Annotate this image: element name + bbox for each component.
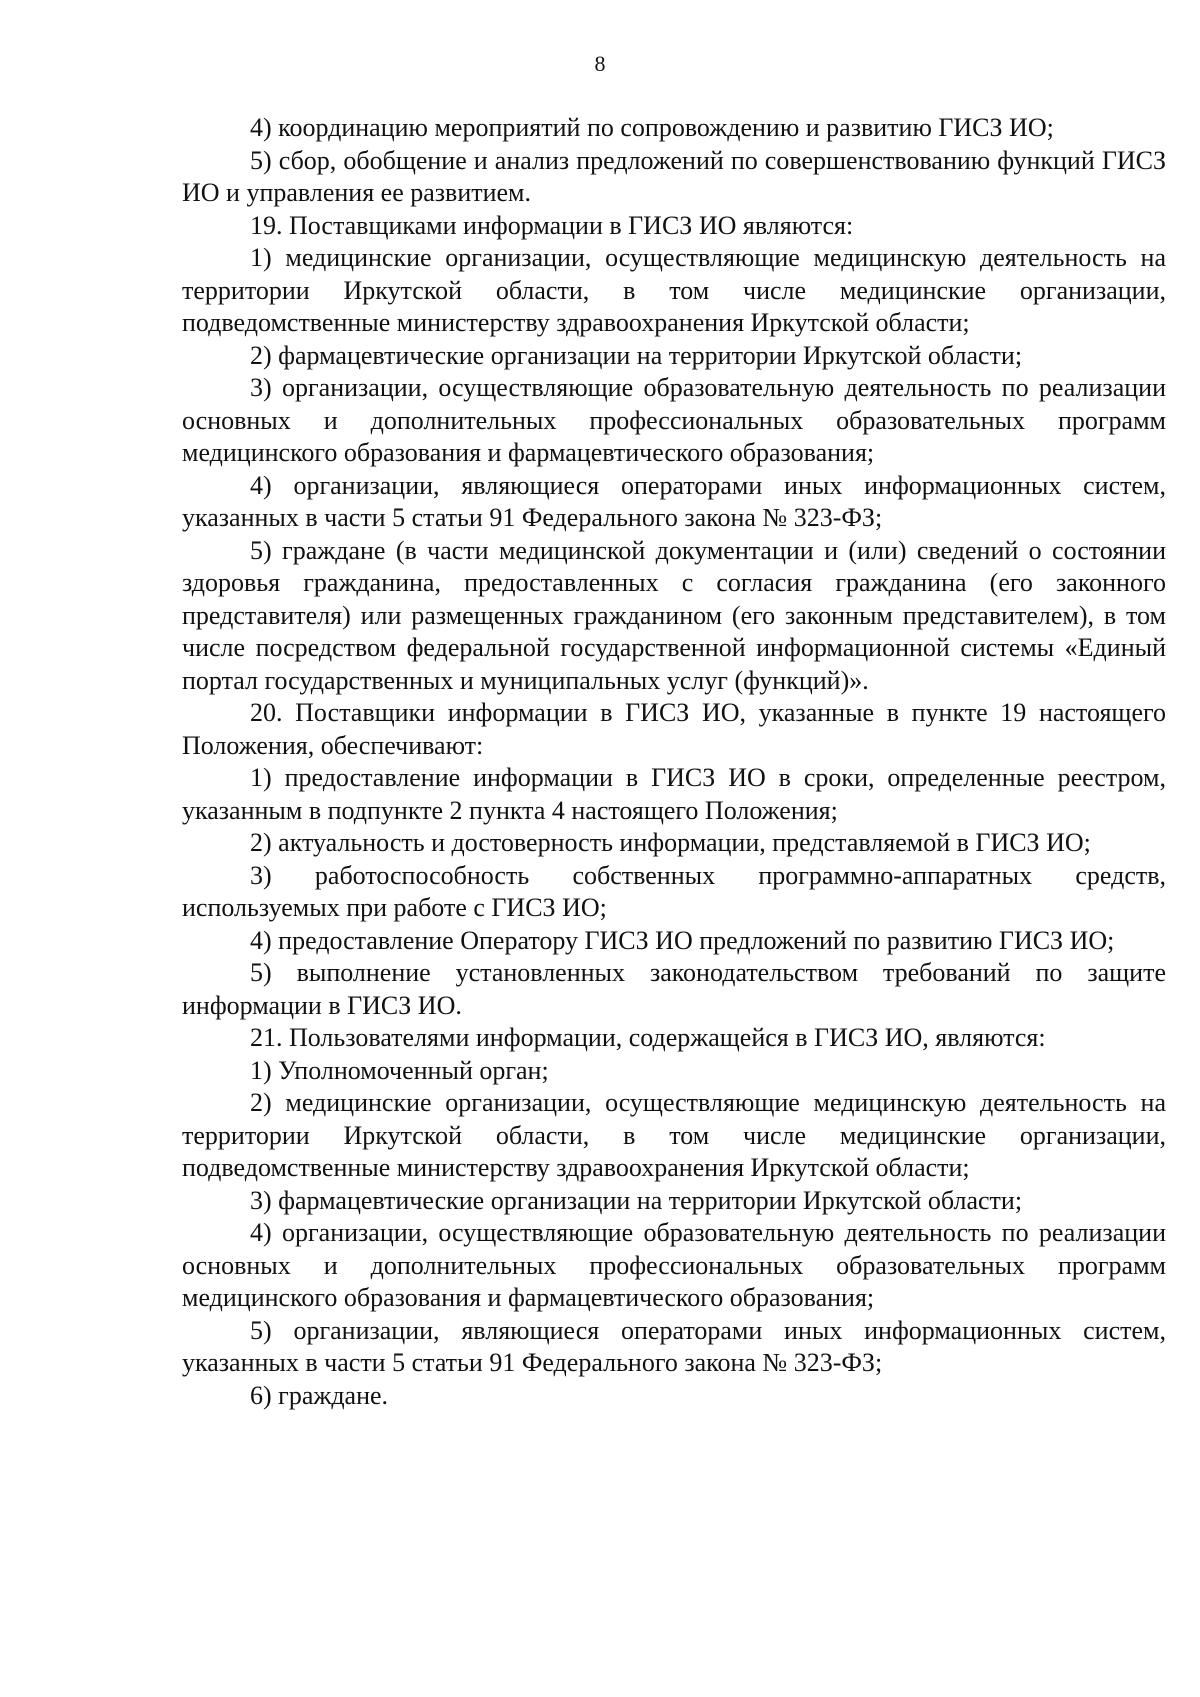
paragraph-item-20-3: 3) работоспособность собственных программно-аппаратных средств, используемых при работе с ГИСЗ ИО; (182, 860, 1166, 922)
paragraph-item-19-5: 5) граждане (в части медицинской документации и (или) сведений о состоянии здоровья гражданина, предоставленных с согласия гражданина (его законного представителя) или размещенных гражданином (его законным представителем), в том числе посредством федеральной государственной информационной системы «Единый портал государственных и муниципальных услуг (функций)». (182, 535, 1166, 695)
paragraph-section-21: 21. Пользователями информации, содержащейся в ГИСЗ ИО, являются: (250, 1023, 1046, 1052)
paragraph-item-20-5: 5) выполнение установленных законодательством требований по защите информации в ГИСЗ ИО. (182, 958, 1166, 1020)
paragraph-item-21-1: 1) Уполномоченный орган; (250, 1055, 549, 1085)
paragraph-item-21-3: 3) фармацевтические организации на территории Иркутской области; (250, 1185, 1023, 1215)
paragraph-section-19: 19. Поставщиками информации в ГИСЗ ИО являются: (250, 210, 854, 240)
paragraph-item-19-2: 2) фармацевтические организации на территории Иркутской области; (250, 340, 1023, 370)
paragraph-item-19-1: 1) медицинские организации, осуществляющие медицинскую деятельность на территории Иркутской области, в том числе медицинские организации, подведомственные министерству здравоохранения Иркутской области; (182, 243, 1166, 337)
paragraph-item-20-4: 4) предоставление Оператору ГИСЗ ИО предложений по развитию ГИСЗ ИО; (250, 925, 1115, 955)
paragraph-item-20-2: 2) актуальность и достоверность информации, представляемой в ГИСЗ ИО; (250, 828, 1091, 857)
document-body (182, 112, 1166, 1412)
paragraph-item-18-5: 5) сбор, обобщение и анализ предложений по совершенствованию функций ГИСЗ ИО и управления ее развитием. (182, 145, 1166, 207)
paragraph-item-18-4: 4) координацию мероприятий по сопровождению и развитию ГИСЗ ИО; (250, 113, 1054, 142)
paragraph-section-20: 20. Поставщики информации в ГИСЗ ИО, указанные в пункте 19 настоящего Положения, обеспечивают: (182, 698, 1166, 760)
paragraph-item-21-5: 5) организации, являющиеся операторами иных информационных систем, указанных в части 5 статьи 91 Федерального закона № 323-ФЗ; (182, 1315, 1166, 1377)
paragraph-item-21-6: 6) граждане. (250, 1380, 389, 1410)
paragraph-item-21-4: 4) организации, осуществляющие образовательную деятельность по реализации основных и дополнительных профессиональных образовательных программ медицинского образования и фармацевтического образования; (182, 1218, 1166, 1312)
paragraph-item-19-4: 4) организации, являющиеся операторами иных информационных систем, указанных в части 5 статьи 91 Федерального закона № 323-ФЗ; (182, 470, 1166, 532)
paragraph-item-21-2: 2) медицинские организации, осуществляющие медицинскую деятельность на территории Иркутской области, в том числе медицинские организации, подведомственные министерству здравоохранения Иркутской области; (182, 1088, 1166, 1182)
paragraph-item-19-3: 3) организации, осуществляющие образовательную деятельность по реализации основных и дополнительных профессиональных образовательных программ медицинского образования и фармацевтического образования; (182, 373, 1166, 467)
paragraph-item-20-1: 1) предоставление информации в ГИСЗ ИО в сроки, определенные реестром, указанным в подпункте 2 пункта 4 настоящего Положения; (182, 763, 1166, 825)
page-number: 8 (594, 51, 606, 76)
